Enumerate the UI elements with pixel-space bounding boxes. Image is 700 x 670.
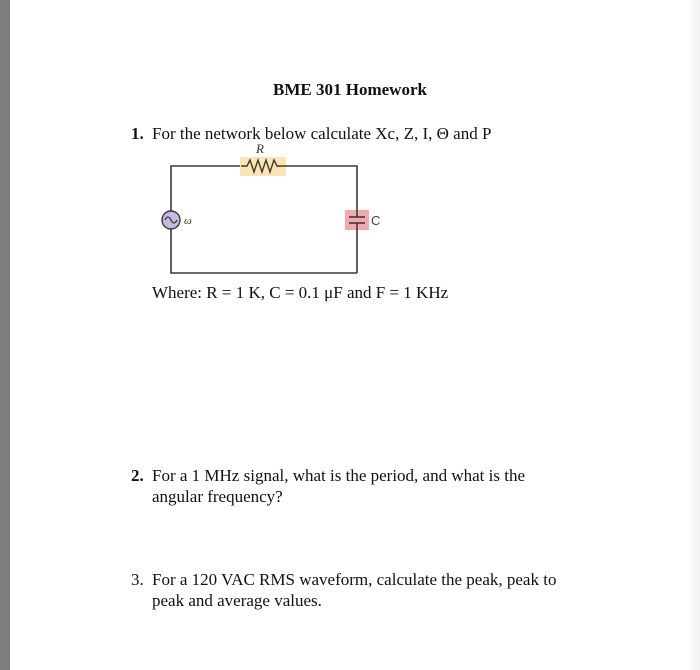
- source-label: ω: [184, 215, 192, 227]
- capacitor-label: C: [371, 213, 381, 228]
- question-2-text-line1: For a 1 MHz signal, what is the period, and what is the: [152, 466, 525, 485]
- question-2-number: 2.: [131, 466, 144, 485]
- page-title: BME 301 Homework: [273, 80, 427, 99]
- resistor-label: R: [256, 141, 264, 156]
- question-2-text-line2: angular frequency?: [152, 487, 283, 506]
- question-3-text-line1: For a 120 VAC RMS waveform, calculate the peak, peak to: [152, 570, 557, 589]
- question-3: [131, 569, 591, 611]
- circuit-values: Where: R = 1 K, C = 0.1 μF and F = 1 KHz: [152, 283, 449, 302]
- question-1-text: For the network below calculate Xc, Z, I, Θ and P: [152, 124, 492, 143]
- wire-top-left: [171, 166, 241, 220]
- question-3-text-line2: peak and average values.: [152, 591, 322, 610]
- wire-top-right: [286, 166, 357, 212]
- question-3-number: 3.: [131, 570, 144, 589]
- wire-bottom: [171, 229, 357, 273]
- question-1-number: 1.: [131, 124, 144, 143]
- question-2: [131, 465, 591, 507]
